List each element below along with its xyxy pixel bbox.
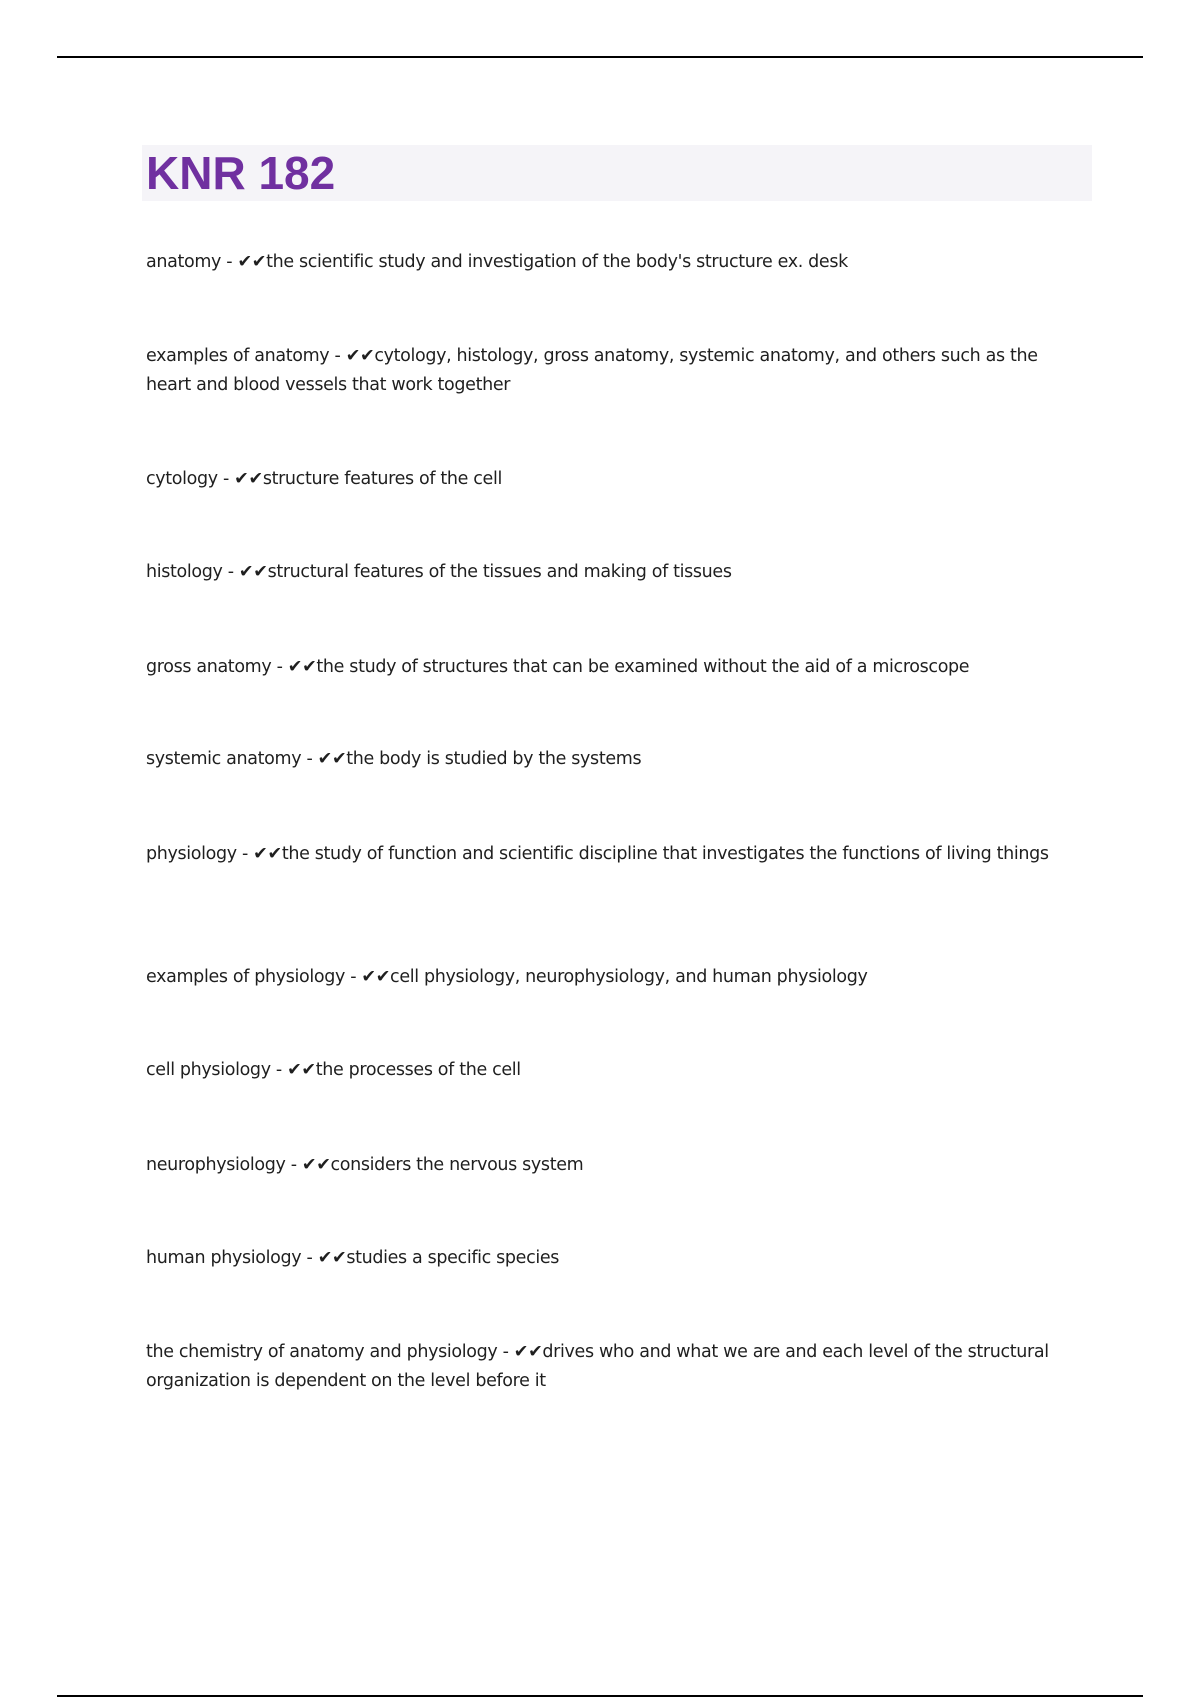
entry-term: physiology bbox=[146, 844, 237, 864]
list-item bbox=[146, 840, 1086, 869]
list-item bbox=[146, 1244, 1086, 1273]
entry-term: examples of anatomy bbox=[146, 346, 330, 366]
entry-term: systemic anatomy bbox=[146, 749, 302, 769]
entry-definition: the study of structures that can be examined without the aid of a microscope bbox=[316, 657, 970, 677]
entry-definition: structural features of the tissues and making of tissues bbox=[267, 562, 732, 582]
list-item bbox=[146, 558, 1086, 587]
entry-definition: drives who and what we are and each level of the structural organization is dependent on the level before it bbox=[146, 1342, 1049, 1391]
entry-separator: - bbox=[329, 346, 346, 366]
entry-separator: - bbox=[497, 1342, 514, 1362]
entry-term: the chemistry of anatomy and physiology bbox=[146, 1342, 498, 1362]
double-check-icon: ✔✔ bbox=[287, 657, 317, 677]
entry-term: anatomy bbox=[146, 252, 222, 272]
entry-separator: - bbox=[221, 252, 238, 272]
entry-definition: the body is studied by the systems bbox=[346, 749, 642, 769]
entry-separator: - bbox=[217, 469, 235, 489]
entry-term: gross anatomy bbox=[146, 657, 272, 677]
double-check-icon: ✔✔ bbox=[234, 469, 263, 489]
list-item bbox=[146, 963, 1086, 992]
double-check-icon: ✔✔ bbox=[513, 1342, 543, 1362]
double-check-icon: ✔✔ bbox=[317, 1248, 347, 1268]
double-check-icon: ✔✔ bbox=[301, 1155, 331, 1175]
list-item bbox=[146, 342, 1086, 400]
double-check-icon: ✔✔ bbox=[287, 1060, 316, 1080]
list-item bbox=[146, 465, 1086, 494]
entry-separator: - bbox=[236, 844, 254, 864]
entry-separator: - bbox=[301, 749, 318, 769]
bottom-rule bbox=[57, 1695, 1143, 1697]
entry-separator: - bbox=[222, 562, 239, 582]
entry-term: examples of physiology bbox=[146, 967, 346, 987]
entry-term: histology bbox=[146, 562, 223, 582]
entry-separator: - bbox=[345, 967, 362, 987]
double-check-icon: ✔✔ bbox=[345, 346, 375, 366]
list-item bbox=[146, 1151, 1086, 1180]
document-title: KNR 182 bbox=[146, 147, 336, 199]
list-item bbox=[146, 653, 1086, 682]
double-check-icon: ✔✔ bbox=[237, 252, 267, 272]
list-item bbox=[146, 745, 1086, 774]
entry-definition: considers the nervous system bbox=[330, 1155, 584, 1175]
entry-definition: structure features of the cell bbox=[262, 469, 502, 489]
entry-definition: the study of function and scientific discipline that investigates the functions of living things bbox=[281, 844, 1049, 864]
entry-term: cell physiology bbox=[146, 1060, 271, 1080]
double-check-icon: ✔✔ bbox=[317, 749, 347, 769]
entry-definition: the scientific study and investigation of the body's structure ex. desk bbox=[266, 252, 848, 272]
list-item bbox=[146, 248, 1086, 277]
entry-term: cytology bbox=[146, 469, 218, 489]
double-check-icon: ✔✔ bbox=[253, 844, 282, 864]
top-rule bbox=[57, 56, 1143, 58]
entry-definition: cell physiology, neurophysiology, and human physiology bbox=[390, 967, 868, 987]
list-item bbox=[146, 1338, 1086, 1396]
entry-definition: cytology, histology, gross anatomy, systemic anatomy, and others such as the heart and blood vessels that work together bbox=[146, 346, 1038, 395]
entry-separator: - bbox=[285, 1155, 302, 1175]
entry-definition: studies a specific species bbox=[346, 1248, 560, 1268]
double-check-icon: ✔✔ bbox=[238, 562, 268, 582]
entry-separator: - bbox=[270, 1060, 288, 1080]
entry-term: neurophysiology bbox=[146, 1155, 286, 1175]
list-item bbox=[146, 1056, 1086, 1085]
entry-separator: - bbox=[271, 657, 288, 677]
entry-definition: the processes of the cell bbox=[315, 1060, 521, 1080]
entry-separator: - bbox=[301, 1248, 318, 1268]
double-check-icon: ✔✔ bbox=[361, 967, 391, 987]
entry-term: human physiology bbox=[146, 1248, 302, 1268]
